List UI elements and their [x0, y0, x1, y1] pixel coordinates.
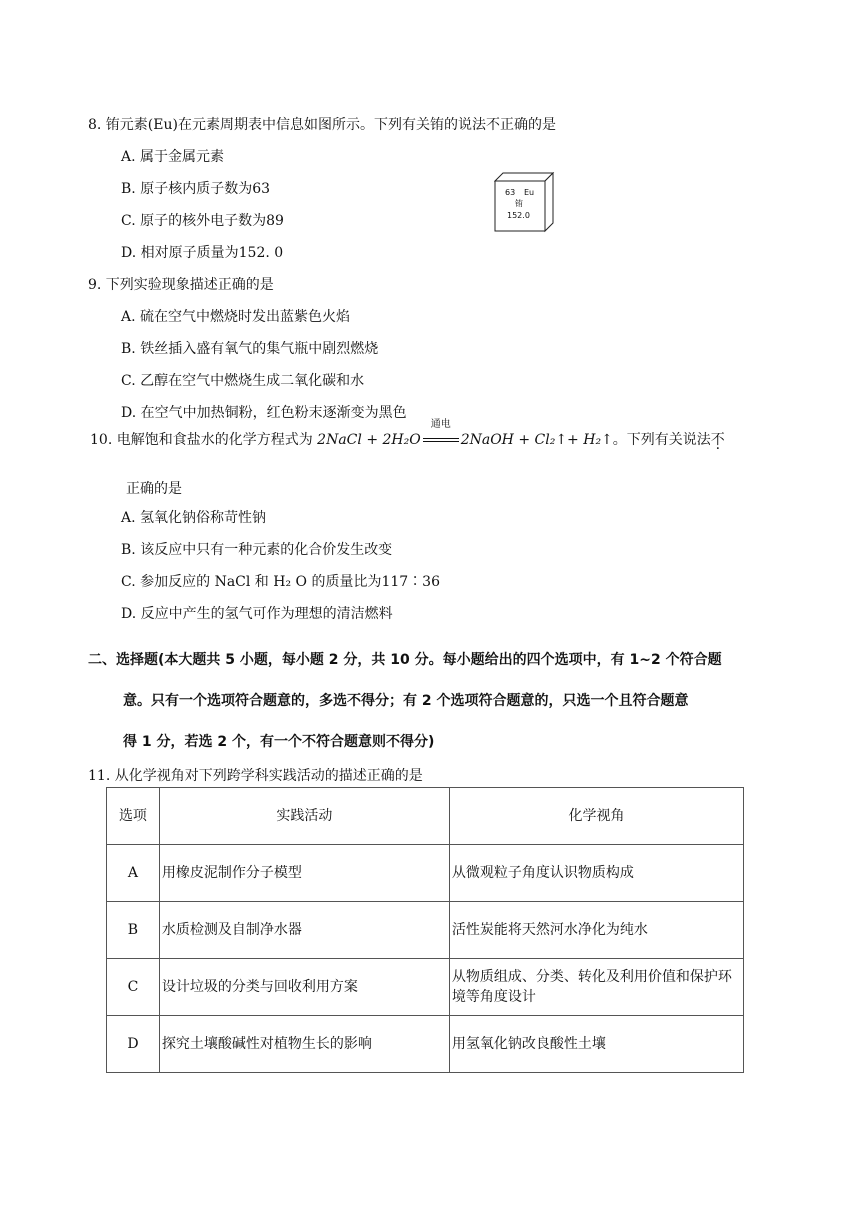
q10-stem-emphasis: 不	[710, 432, 725, 448]
q8-stem: 8. 铕元素(Eu)在元素周期表中信息如图所示。下列有关铕的说法不正确的是	[88, 117, 556, 133]
q9-option-b: B. 铁丝插入盛有氧气的集气瓶中剧烈燃烧	[121, 341, 379, 357]
section2-heading-line3: 得 1 分，若选 2 个，有一个不符合题意则不得分)	[123, 734, 435, 750]
q9-option-c: C. 乙醇在空气中燃烧生成二氧化碳和水	[121, 373, 365, 389]
q11-stem: 11. 从化学视角对下列跨学科实践活动的描述正确的是	[88, 768, 423, 784]
table-header-row	[107, 788, 744, 845]
q10-option-a: A. 氢氧化钠俗称苛性钠	[121, 510, 267, 526]
row-d-activity: 探究土壤酸碱性对植物生长的影响	[159, 1016, 449, 1073]
q10-option-c: C. 参加反应的 NaCl 和 H₂ O 的质量比为117∶36	[121, 574, 440, 590]
row-d-option: D	[107, 1016, 160, 1073]
element-box-3d-outline	[494, 172, 556, 234]
row-c-chem-view: 从物质组成、分类、转化及利用价值和保护环境等角度设计	[449, 959, 743, 1016]
q9-option-a: A. 硫在空气中燃烧时发出蓝紫色火焰	[121, 309, 351, 325]
row-a-chem-view: 从微观粒子角度认识物质构成	[449, 845, 743, 902]
q9-option-d: D. 在空气中加热铜粉，红色粉末逐渐变为黑色	[121, 405, 407, 421]
q10-condition-text: 通电	[430, 419, 451, 430]
section2-heading-line1: 二、选择题(本大题共 5 小题，每小题 2 分，共 10 分。每小题给出的四个选项中，有 1~2 个符合题	[88, 652, 722, 668]
row-b-activity: 水质检测及自制净水器	[159, 902, 449, 959]
q8-option-b: B. 原子核内质子数为63	[121, 181, 271, 197]
q8-option-d: D. 相对原子质量为152. 0	[121, 245, 284, 261]
table-row	[107, 1016, 744, 1073]
q10-stem-suffix: 。下列有关说法	[612, 432, 711, 448]
q10-option-b: B. 该反应中只有一种元素的化合价发生改变	[121, 542, 393, 558]
q10-stem	[90, 419, 725, 450]
q9-stem: 9. 下列实验现象描述正确的是	[88, 277, 274, 293]
element-symbol: Eu	[524, 188, 535, 197]
q10-option-d: D. 反应中产生的氢气可作为理想的清洁燃料	[121, 606, 393, 622]
row-b-option: B	[107, 902, 160, 959]
row-c-activity: 设计垃圾的分类与回收利用方案	[159, 959, 449, 1016]
q10-equation-left: 2NaCl + 2H₂O	[317, 432, 421, 448]
row-a-activity: 用橡皮泥制作分子模型	[159, 845, 449, 902]
row-a-option: A	[107, 845, 160, 902]
header-chem-view: 化学视角	[449, 788, 743, 845]
q8-option-c: C. 原子的核外电子数为89	[121, 213, 284, 229]
q10-stem-continued: 正确的是	[126, 481, 182, 497]
q10-equation-right: 2NaOH + Cl₂↑+ H₂↑	[460, 432, 613, 448]
section2-heading-line2: 意。只有一个选项符合题意的，多选不得分；有 2 个选项符合题意的，只选一个且符合题意	[123, 693, 689, 709]
row-d-chem-view: 用氢氧化钠改良酸性土壤	[449, 1016, 743, 1073]
q11-table	[106, 787, 744, 1073]
table-row	[107, 959, 744, 1016]
element-name: 铕	[515, 199, 523, 208]
table-row	[107, 902, 744, 959]
q10-equation-condition	[423, 419, 459, 450]
element-mass: 152.0	[507, 211, 530, 220]
q10-equals-bar	[423, 438, 459, 442]
element-atomic-number: 63	[505, 188, 516, 197]
row-b-chem-view: 活性炭能将天然河水净化为纯水	[449, 902, 743, 959]
q8-option-a: A. 属于金属元素	[121, 149, 225, 165]
row-c-option: C	[107, 959, 160, 1016]
q10-stem-prefix: 10. 电解饱和食盐水的化学方程式为	[90, 432, 313, 448]
table-row	[107, 845, 744, 902]
header-option: 选项	[107, 788, 160, 845]
header-activity: 实践活动	[159, 788, 449, 845]
element-info-box	[494, 172, 556, 232]
